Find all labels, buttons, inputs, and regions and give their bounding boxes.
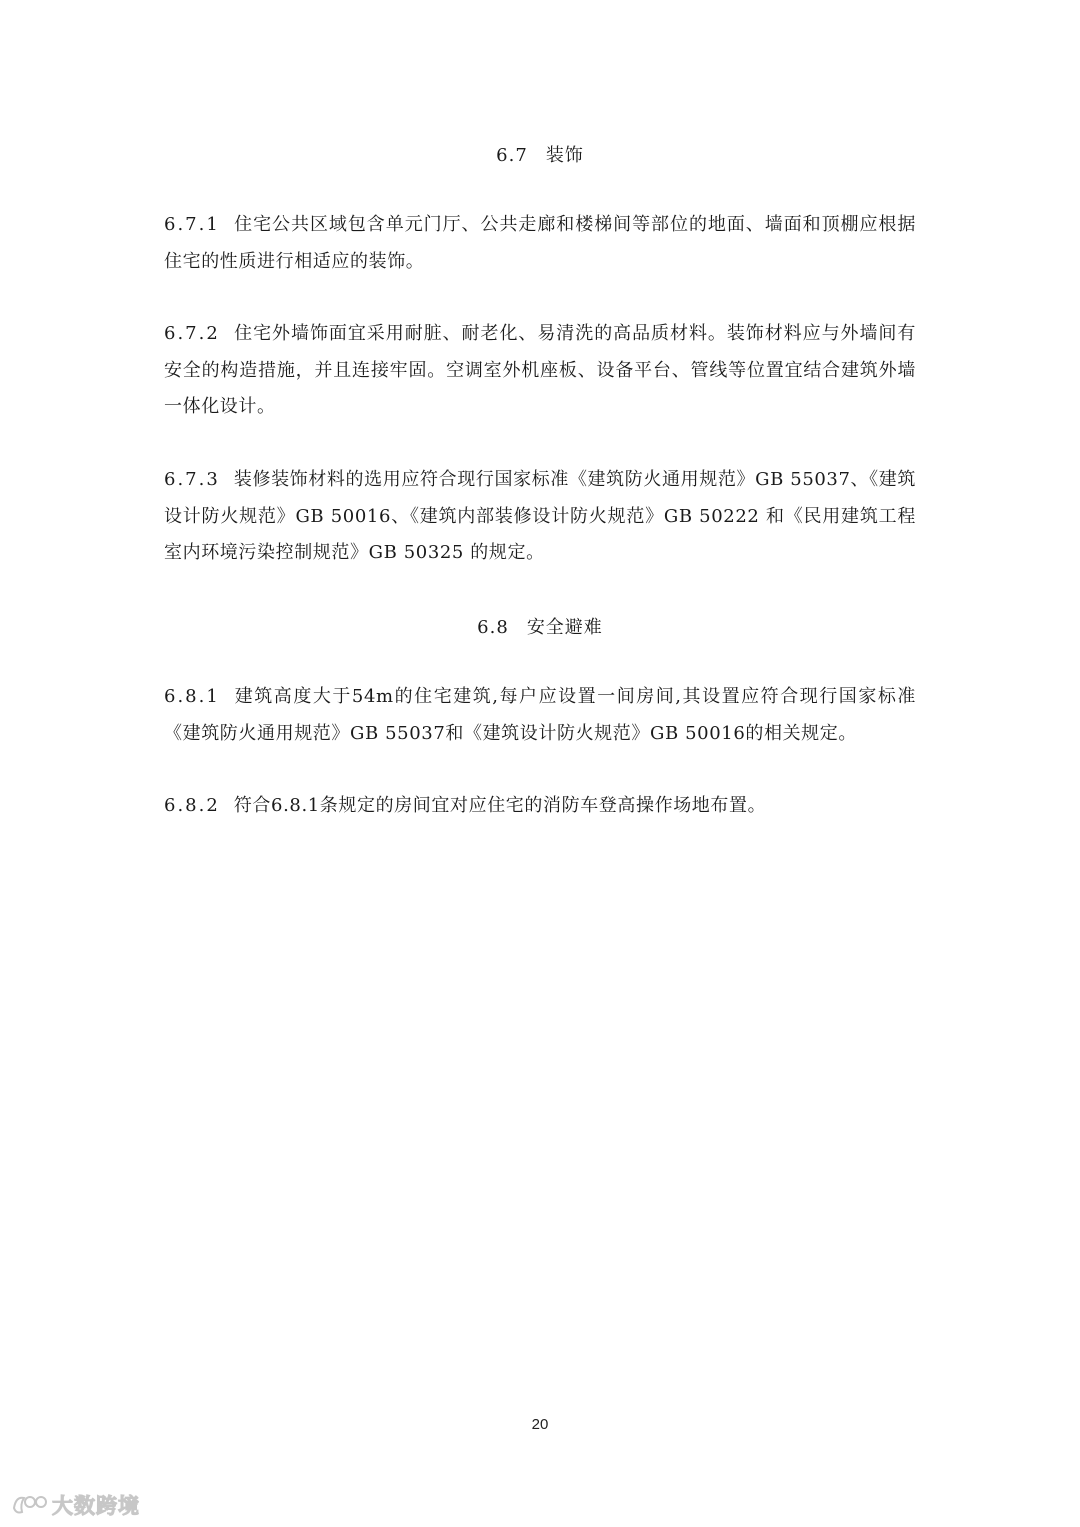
section-title-text: 装饰: [545, 145, 584, 166]
clause-text: 住宅外墙饰面宜采用耐脏、耐老化、易清洗的高品质材料。装饰材料应与外墙间有安全的构造措施，并且连接牢固。空调室外机座板、设备平台、管线等位置宜结合建筑外墙一体化设计。: [164, 323, 916, 417]
section-title-text: 安全避难: [526, 617, 603, 638]
section-heading-6-7: [0, 141, 1080, 167]
clause-number: 6.7.1: [164, 214, 220, 235]
clause-text: 符合6.8.1条规定的房间宜对应住宅的消防车登高操作场地布置。: [233, 795, 767, 816]
brand-logo-icon: [10, 1490, 50, 1520]
page-number: 20: [531, 1416, 549, 1433]
section-heading-6-8: [0, 613, 1080, 639]
watermark: [10, 1490, 140, 1520]
section-number: 6.7: [496, 145, 528, 166]
clause-6-8-2: [164, 788, 916, 825]
clause-6-7-3: [164, 462, 916, 572]
section-number: 6.8: [477, 617, 509, 638]
clause-text: 住宅公共区域包含单元门厅、公共走廊和楼梯间等部位的地面、墙面和顶棚应根据住宅的性质进行相适应的装饰。: [164, 214, 916, 272]
watermark-text: 大数跨境: [52, 1494, 140, 1518]
clause-text: 装修装饰材料的选用应符合现行国家标准《建筑防火通用规范》GB 55037、《建筑设计防火规范》GB 50016、《建筑内部装修设计防火规范》GB 50222 和《民用建筑工程室内环境污染控制规范》GB 50325 的规定。: [164, 469, 916, 563]
clause-6-8-1: [164, 679, 916, 752]
clause-number: 6.8.1: [164, 686, 220, 707]
clause-6-7-1: [164, 207, 916, 280]
clause-number: 6.7.3: [164, 469, 220, 490]
clause-number: 6.7.2: [164, 323, 220, 344]
clause-text: 建筑高度大于54m的住宅建筑,每户应设置一间房间,其设置应符合现行国家标准《建筑防火通用规范》GB 55037和《建筑设计防火规范》GB 50016的相关规定。: [164, 686, 916, 744]
clause-6-7-2: [164, 316, 916, 426]
clause-number: 6.8.2: [164, 795, 220, 816]
